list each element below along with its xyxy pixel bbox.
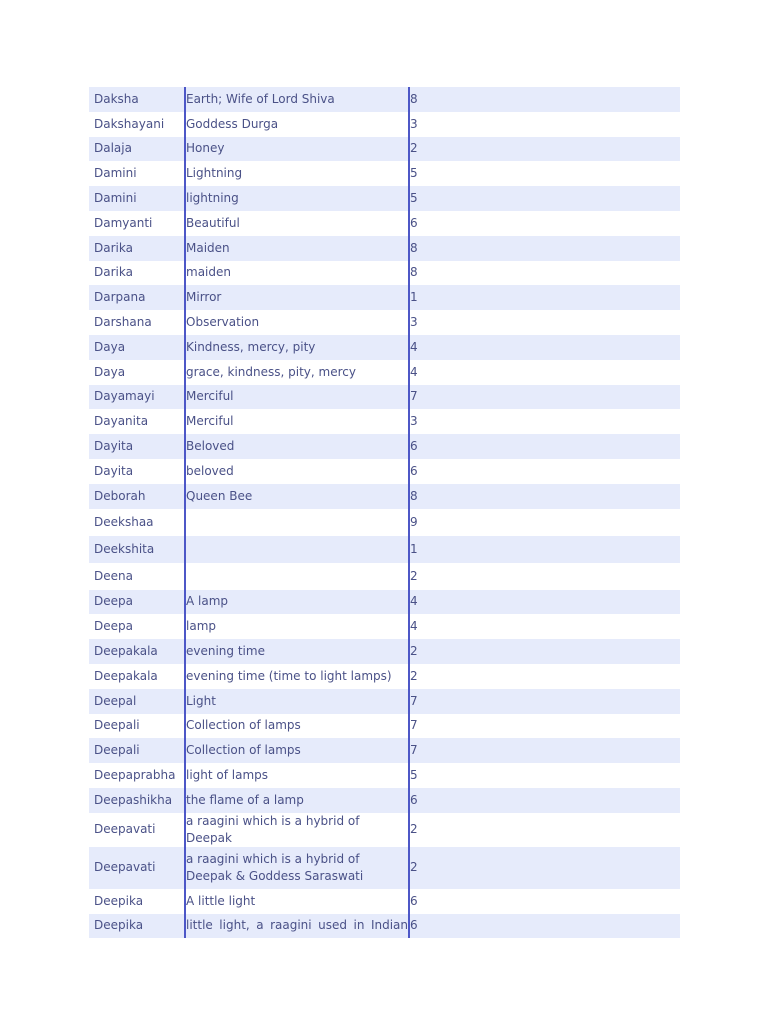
meaning-cell: light of lamps <box>185 763 409 788</box>
table-row <box>89 409 680 434</box>
table-row <box>89 813 680 847</box>
name-cell: Daksha <box>89 87 185 112</box>
meaning-cell: the flame of a lamp <box>185 788 409 813</box>
meaning-cell <box>185 563 409 590</box>
name-cell: Deepakala <box>94 668 158 683</box>
table-row <box>89 285 680 310</box>
name-cell: Deepali <box>94 718 140 733</box>
number-cell: 7 <box>409 714 680 739</box>
table-row <box>89 509 680 536</box>
number-cell: 3 <box>409 409 680 434</box>
table-row <box>89 914 680 939</box>
table-row <box>89 459 680 484</box>
table-row <box>89 161 680 186</box>
number-cell: 6 <box>409 211 680 236</box>
name-cell: Darika <box>94 265 133 280</box>
table-row <box>89 763 680 788</box>
meaning-cell: Collection of lamps <box>185 714 409 739</box>
meaning-cell: grace, kindness, pity, mercy <box>185 360 409 385</box>
table-row <box>89 236 680 261</box>
meaning-cell: little light, a raagini used in Indian <box>185 914 409 939</box>
name-cell: Darshana <box>94 315 152 330</box>
name-cell: Dayita <box>94 463 134 478</box>
table-row <box>89 434 680 459</box>
meaning-cell <box>185 536 409 563</box>
name-cell: Deepali <box>89 738 185 763</box>
meaning-cell: Collection of lamps <box>185 738 409 763</box>
name-cell: Deepaprabha <box>94 768 176 783</box>
meaning-cell: Observation <box>185 310 409 335</box>
name-cell: Deepakala <box>89 639 185 664</box>
meaning-cell: Kindness, mercy, pity <box>185 335 409 360</box>
meaning-cell <box>185 509 409 536</box>
number-cell: 3 <box>409 310 680 335</box>
name-cell: Darpana <box>89 285 185 310</box>
number-cell: 1 <box>409 536 680 563</box>
table-row <box>89 484 680 509</box>
name-cell: Deepavati <box>94 822 156 837</box>
number-cell: 8 <box>409 87 680 112</box>
number-cell: 4 <box>409 590 680 615</box>
meaning-cell: beloved <box>185 459 409 484</box>
name-cell: Dayamayi <box>89 385 185 410</box>
name-cell: Dakshayani <box>94 116 165 131</box>
number-cell: 1 <box>409 285 680 310</box>
table-row <box>89 87 680 112</box>
meaning-cell: a raagini which is a hybrid of Deepak & Goddess Saraswati <box>185 847 409 889</box>
number-cell: 7 <box>409 738 680 763</box>
table-row <box>89 112 680 137</box>
meaning-cell: Beloved <box>185 434 409 459</box>
table-row <box>89 714 680 739</box>
name-cell: Deborah <box>89 484 185 509</box>
number-cell: 4 <box>409 614 680 639</box>
table-row <box>89 261 680 286</box>
table-row <box>89 639 680 664</box>
name-cell: Deekshaa <box>94 514 154 529</box>
table-row <box>89 788 680 813</box>
name-cell: Deepashikha <box>89 788 185 813</box>
number-cell: 9 <box>409 509 680 536</box>
table-row <box>89 385 680 410</box>
number-cell: 5 <box>409 763 680 788</box>
number-cell: 4 <box>409 335 680 360</box>
table-row <box>89 738 680 763</box>
name-cell: Deepika <box>89 914 185 939</box>
number-cell: 8 <box>409 484 680 509</box>
meaning-cell: Maiden <box>185 236 409 261</box>
number-cell: 2 <box>409 639 680 664</box>
name-cell: Deepa <box>89 590 185 615</box>
meaning-cell: a raagini which is a hybrid of Deepak <box>185 813 409 847</box>
name-cell: Dayita <box>89 434 185 459</box>
number-cell: 6 <box>409 434 680 459</box>
meaning-cell: lightning <box>185 186 409 211</box>
number-cell: 2 <box>409 813 680 847</box>
name-cell: Daya <box>94 364 126 379</box>
meaning-cell: Merciful <box>185 385 409 410</box>
meaning-cell: Lightning <box>185 161 409 186</box>
table-row <box>89 211 680 236</box>
name-cell: Damyanti <box>94 215 153 230</box>
meaning-cell: Honey <box>185 137 409 162</box>
name-cell: Deepika <box>94 893 144 908</box>
meaning-cell: Queen Bee <box>185 484 409 509</box>
number-cell: 5 <box>409 161 680 186</box>
number-cell: 6 <box>409 889 680 914</box>
number-cell: 3 <box>409 112 680 137</box>
table-row <box>89 137 680 162</box>
number-cell: 6 <box>409 788 680 813</box>
table-row <box>89 536 680 563</box>
meaning-cell: evening time <box>185 639 409 664</box>
table-row <box>89 563 680 590</box>
name-cell: Deena <box>94 568 133 583</box>
table-row <box>89 664 680 689</box>
number-cell: 2 <box>409 664 680 689</box>
table-row <box>89 335 680 360</box>
meaning-cell: Beautiful <box>185 211 409 236</box>
table-row <box>89 614 680 639</box>
number-cell: 7 <box>409 689 680 714</box>
name-cell: Daya <box>89 335 185 360</box>
names-table <box>89 87 680 938</box>
meaning-cell: Light <box>185 689 409 714</box>
name-cell: Darika <box>89 236 185 261</box>
number-cell: 7 <box>409 385 680 410</box>
name-cell: Dalaja <box>89 137 185 162</box>
meaning-cell: evening time (time to light lamps) <box>185 664 409 689</box>
meaning-cell: Mirror <box>185 285 409 310</box>
number-cell: 6 <box>409 914 680 939</box>
table-row <box>89 689 680 714</box>
meaning-cell: lamp <box>185 614 409 639</box>
table-row <box>89 847 680 889</box>
number-cell: 5 <box>409 186 680 211</box>
meaning-cell: A lamp <box>185 590 409 615</box>
number-cell: 2 <box>409 137 680 162</box>
number-cell: 8 <box>409 236 680 261</box>
meaning-cell: Earth; Wife of Lord Shiva <box>185 87 409 112</box>
meaning-cell: Merciful <box>185 409 409 434</box>
name-cell: Damini <box>94 166 137 181</box>
meaning-cell: Goddess Durga <box>185 112 409 137</box>
table-row <box>89 360 680 385</box>
table-row <box>89 186 680 211</box>
name-cell: Damini <box>89 186 185 211</box>
name-cell: Deepa <box>94 619 133 634</box>
table-row <box>89 590 680 615</box>
number-cell: 8 <box>409 261 680 286</box>
number-cell: 2 <box>409 847 680 889</box>
number-cell: 6 <box>409 459 680 484</box>
number-cell: 4 <box>409 360 680 385</box>
name-cell: Dayanita <box>94 414 149 429</box>
number-cell: 2 <box>409 563 680 590</box>
name-cell: Deepal <box>89 689 185 714</box>
meaning-cell: A little light <box>185 889 409 914</box>
table-row <box>89 889 680 914</box>
meaning-cell: maiden <box>185 261 409 286</box>
name-cell: Deepavati <box>89 847 185 889</box>
name-cell: Deekshita <box>89 536 185 563</box>
names-table-body <box>89 87 680 938</box>
table-row <box>89 310 680 335</box>
